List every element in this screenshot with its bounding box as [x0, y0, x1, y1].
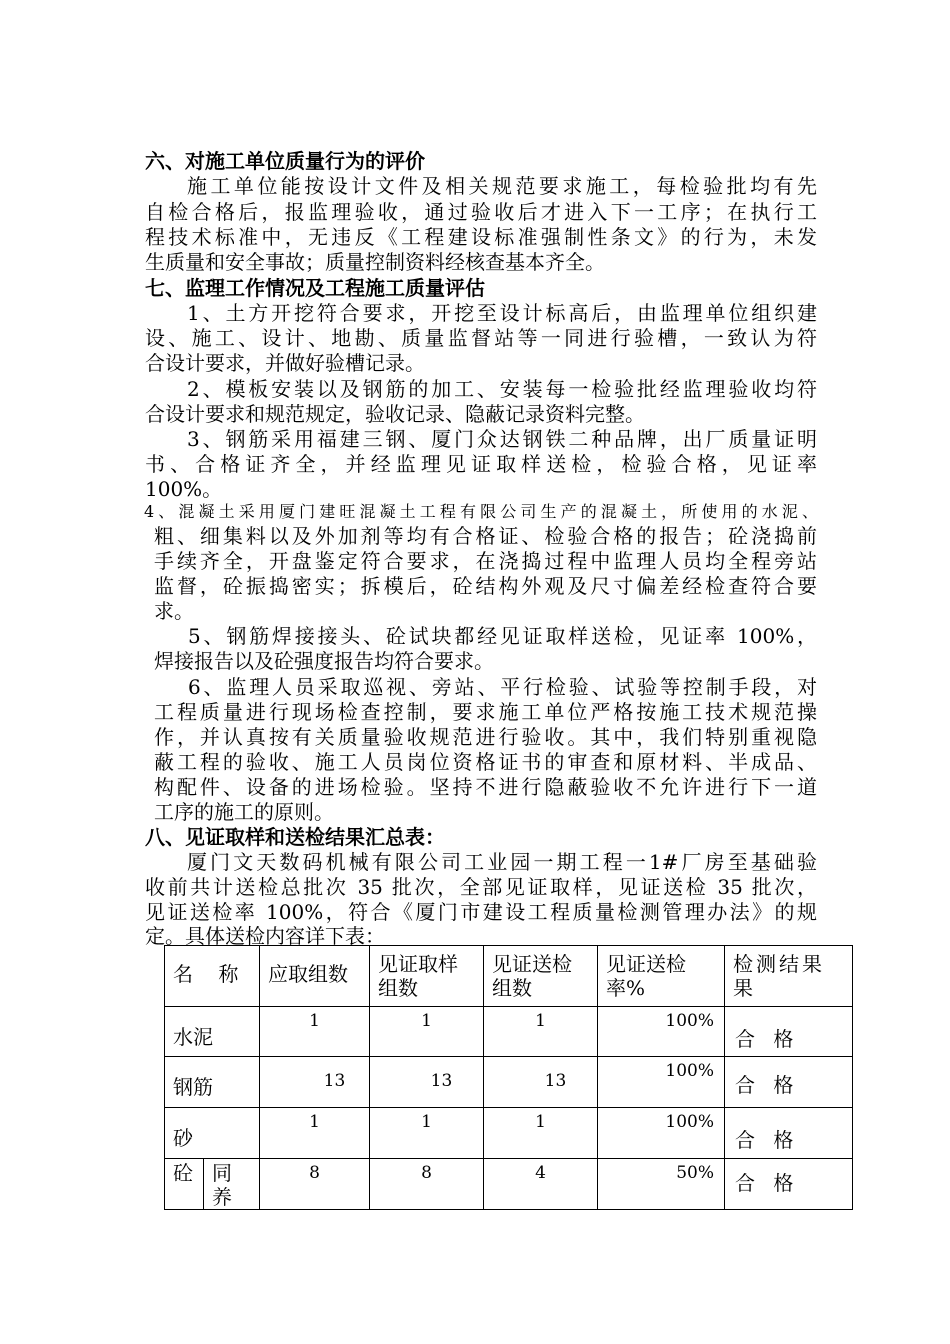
section-8-line: 厦门文天数码机械有限公司工业园一期工程一1#厂房至基础验	[187, 850, 817, 874]
row-required: 1	[260, 1108, 370, 1159]
row-rate: 50%	[598, 1159, 725, 1210]
section-7-line: 5、钢筋焊接接头、砼试块都经见证取样送检，见证率 100%，	[188, 624, 817, 648]
table-row	[165, 1108, 853, 1159]
section-7-line: 书、合格证齐全，并经监理见证取样送检，检验合格，见证率	[145, 452, 817, 476]
table-row	[165, 1159, 853, 1210]
section-7-line: 监督，砼振捣密实；拆模后，砼结构外观及尺寸偏差经检查符合要	[154, 574, 817, 598]
row-required: 8	[260, 1159, 370, 1210]
row-result: 合 格	[725, 1007, 853, 1057]
row-sampled: 1	[370, 1108, 484, 1159]
header-sent: 见证送检组数	[484, 946, 598, 1007]
section-7-line: 2、模板安装以及钢筋的加工、安装每一检验批经监理验收均符	[187, 377, 817, 401]
row-sampled: 13	[370, 1057, 484, 1108]
inspection-summary-table	[164, 945, 853, 1210]
header-rate: 见证送检率%	[598, 946, 725, 1007]
section-8-line: 定。具体送检内容详下表：	[145, 924, 385, 948]
row-sampled: 1	[370, 1007, 484, 1057]
section-7-line: 手续齐全，开盘鉴定符合要求，在浇捣过程中监理人员均全程旁站	[154, 549, 817, 573]
header-name: 名 称	[165, 946, 260, 1007]
row-result: 合 格	[725, 1108, 853, 1159]
row-result: 合 格	[725, 1057, 853, 1108]
table-row	[165, 1057, 853, 1108]
row-sent: 1	[484, 1007, 598, 1057]
section-7-line: 构配件、设备的进场检验。坚持不进行隐蔽验收不允许进行下一道	[154, 775, 817, 799]
section-7-line: 4、混凝土采用厦门建旺混凝土工程有限公司生产的混凝土，所使用的水泥、	[144, 502, 818, 521]
section-8-heading: 八、见证取样和送检结果汇总表：	[145, 825, 445, 849]
section-7-line: 合设计要求和规范规定，验收记录、隐蔽记录资料完整。	[145, 402, 645, 426]
section-7-line: 粗、细集料以及外加剂等均有合格证、检验合格的报告；砼浇捣前	[154, 524, 817, 548]
section-7-line: 6、监理人员采取巡视、旁站、平行检验、试验等控制手段，对	[188, 675, 817, 699]
row-sampled: 8	[370, 1159, 484, 1210]
section-6-line: 自检合格后，报监理验收，通过验收后才进入下一工序；在执行工	[145, 200, 817, 224]
section-7-line: 作，并认真按有关质量验收规范进行验收。其中，我们特别重视隐	[154, 725, 817, 749]
row-result: 合 格	[725, 1159, 853, 1210]
table-row	[165, 1007, 853, 1057]
section-7-line: 设、施工、设计、地勘、质量监督站等一同进行验槽，一致认为符	[145, 326, 817, 350]
row-rate: 100%	[598, 1007, 725, 1057]
row-name: 砼	[165, 1159, 204, 1210]
section-6-line: 施工单位能按设计文件及相关规范要求施工，每检验批均有先	[187, 174, 817, 198]
header-required: 应取组数	[260, 946, 370, 1007]
section-7-line: 求。	[154, 599, 194, 623]
section-6-line: 程技术标准中，无违反《工程建设标准强制性条文》的行为，未发	[145, 225, 817, 249]
section-6-heading: 六、对施工单位质量行为的评价	[145, 149, 425, 173]
section-7-line: 焊接报告以及砼强度报告均符合要求。	[154, 649, 494, 673]
section-7-line: 工序的施工的原则。	[154, 800, 334, 824]
row-rate: 100%	[598, 1108, 725, 1159]
row-sent: 1	[484, 1108, 598, 1159]
section-7-heading: 七、监理工作情况及工程施工质量评估	[145, 276, 485, 300]
section-7-line: 工程质量进行现场检查控制，要求施工单位严格按施工技术规范操	[154, 700, 817, 724]
row-name: 钢筋	[165, 1057, 260, 1108]
section-8-line: 收前共计送检总批次 35 批次，全部见证取样，见证送检 35 批次，	[145, 875, 817, 899]
header-sampled: 见证取样组数	[370, 946, 484, 1007]
row-name: 砂	[165, 1108, 260, 1159]
row-rate: 100%	[598, 1057, 725, 1108]
section-7-line: 蔽工程的验收、施工人员岗位资格证书的审查和原材料、半成品、	[154, 750, 817, 774]
section-7-line: 1、土方开挖符合要求，开挖至设计标高后，由监理单位组织建	[187, 301, 817, 325]
header-result: 检测结果果	[725, 946, 853, 1007]
section-7-line: 3、钢筋采用福建三钢、厦门众达钢铁二种品牌，出厂质量证明	[187, 427, 817, 451]
row-sent: 4	[484, 1159, 598, 1210]
table-header-row	[165, 946, 853, 1007]
section-8-line: 见证送检率 100%，符合《厦门市建设工程质量检测管理办法》的规	[145, 900, 817, 924]
row-required: 13	[260, 1057, 370, 1108]
row-name: 水泥	[165, 1007, 260, 1057]
section-7-line: 100%。	[145, 477, 223, 501]
row-required: 1	[260, 1007, 370, 1057]
section-7-line: 合设计要求，并做好验槽记录。	[145, 351, 425, 375]
row-subname: 同养	[204, 1159, 260, 1210]
row-sent: 13	[484, 1057, 598, 1108]
section-6-line: 生质量和安全事故；质量控制资料经核查基本齐全。	[145, 250, 605, 274]
